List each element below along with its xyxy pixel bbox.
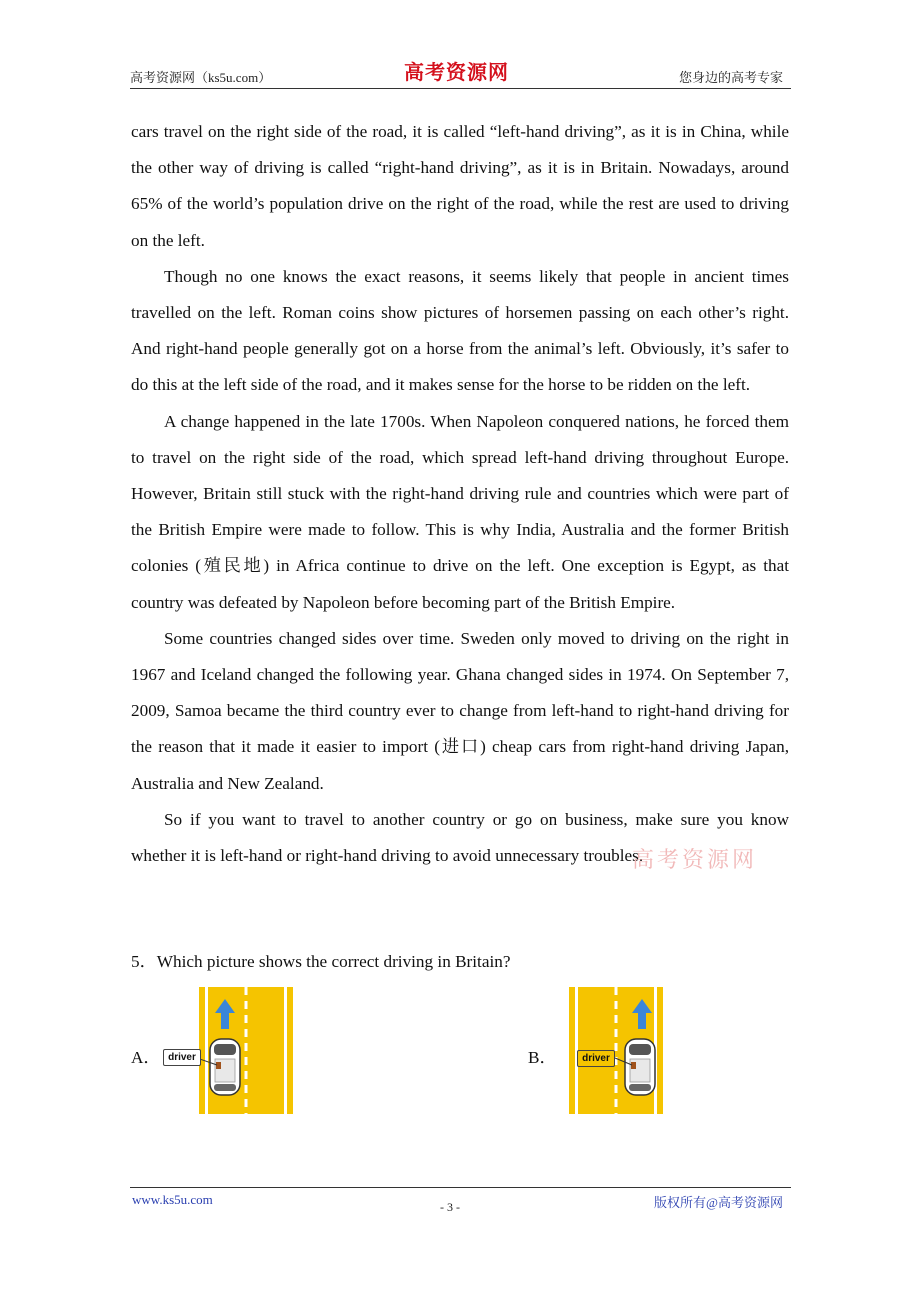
road-diagram-a [199, 987, 293, 1114]
car-icon [210, 1039, 240, 1095]
article-body [131, 114, 789, 874]
paragraph: Though no one knows the exact reasons, it seems likely that people in ancient times travelled on the left. Roman coins show pictures of horsemen passing on each other’s right. And right-hand people generally got on a horse from the animal’s left. Obviously, it’s safer to do this at the left side of the road, and it makes sense for the horse to be ridden on the left. [131, 266, 789, 395]
option-b-label: B． [528, 1048, 557, 1067]
header-slogan: 您身边的高考专家 [678, 70, 783, 85]
question-5: 5．Which picture shows the correct driving in Britain? [131, 952, 511, 971]
option-a-picture [199, 987, 293, 1114]
footer-website-link[interactable]: www.ks5u.com [132, 1192, 213, 1207]
page-number: - 3 - [440, 1200, 460, 1214]
footer-copyright: 版权所有@高考资源网 [654, 1195, 783, 1210]
driver-tag-a: driver [163, 1049, 201, 1066]
paragraph: Some countries changed sides over time. Sweden only moved to driving on the right in 1967 and Iceland changed the following year. Ghana changed sides in 1974. On September 7, 2009, Samoa became the third country ever to change from left-hand to right-hand driving for the reason that it made it easier to import (进口) cheap cars from right-hand driving Japan, Australia and New Zealand. [131, 628, 789, 793]
paragraph: So if you want to travel to another country or go on business, make sure you know whether it is left-hand or right-hand driving to avoid unnecessary troubles. [131, 809, 789, 866]
header-site-name: 高考资源网（ks5u.com） [130, 70, 272, 85]
header-logo: 高考资源网 [404, 62, 509, 84]
page-header [130, 62, 791, 89]
driver-tag-b: driver [577, 1050, 615, 1067]
paragraph: A change happened in the late 1700s. When Napoleon conquered nations, he forced them to travel on the right side of the road, which spread left-hand driving throughout Europe. However, Britain still stuck with the right-hand driving rule and countries which were part of the British Empire were made to follow. This is why India, Australia and the former British colonies (殖民地) in Africa continue to drive on the left. One exception is Egypt, as that country was defeated by Napoleon before becoming part of the British Empire. [131, 411, 789, 612]
car-icon [625, 1039, 655, 1095]
paragraph: cars travel on the right side of the road, it is called “left-hand driving”, as it is in China, while the other way of driving is called “right-hand driving”, as it is in Britain. Nowadays, around 65% of the world’s population drive on the right of the road, while the rest are used to driving on the left. [131, 122, 789, 250]
watermark: 高考资源网 [632, 848, 758, 873]
option-a-label: A． [131, 1048, 161, 1067]
page-footer [130, 1187, 791, 1214]
